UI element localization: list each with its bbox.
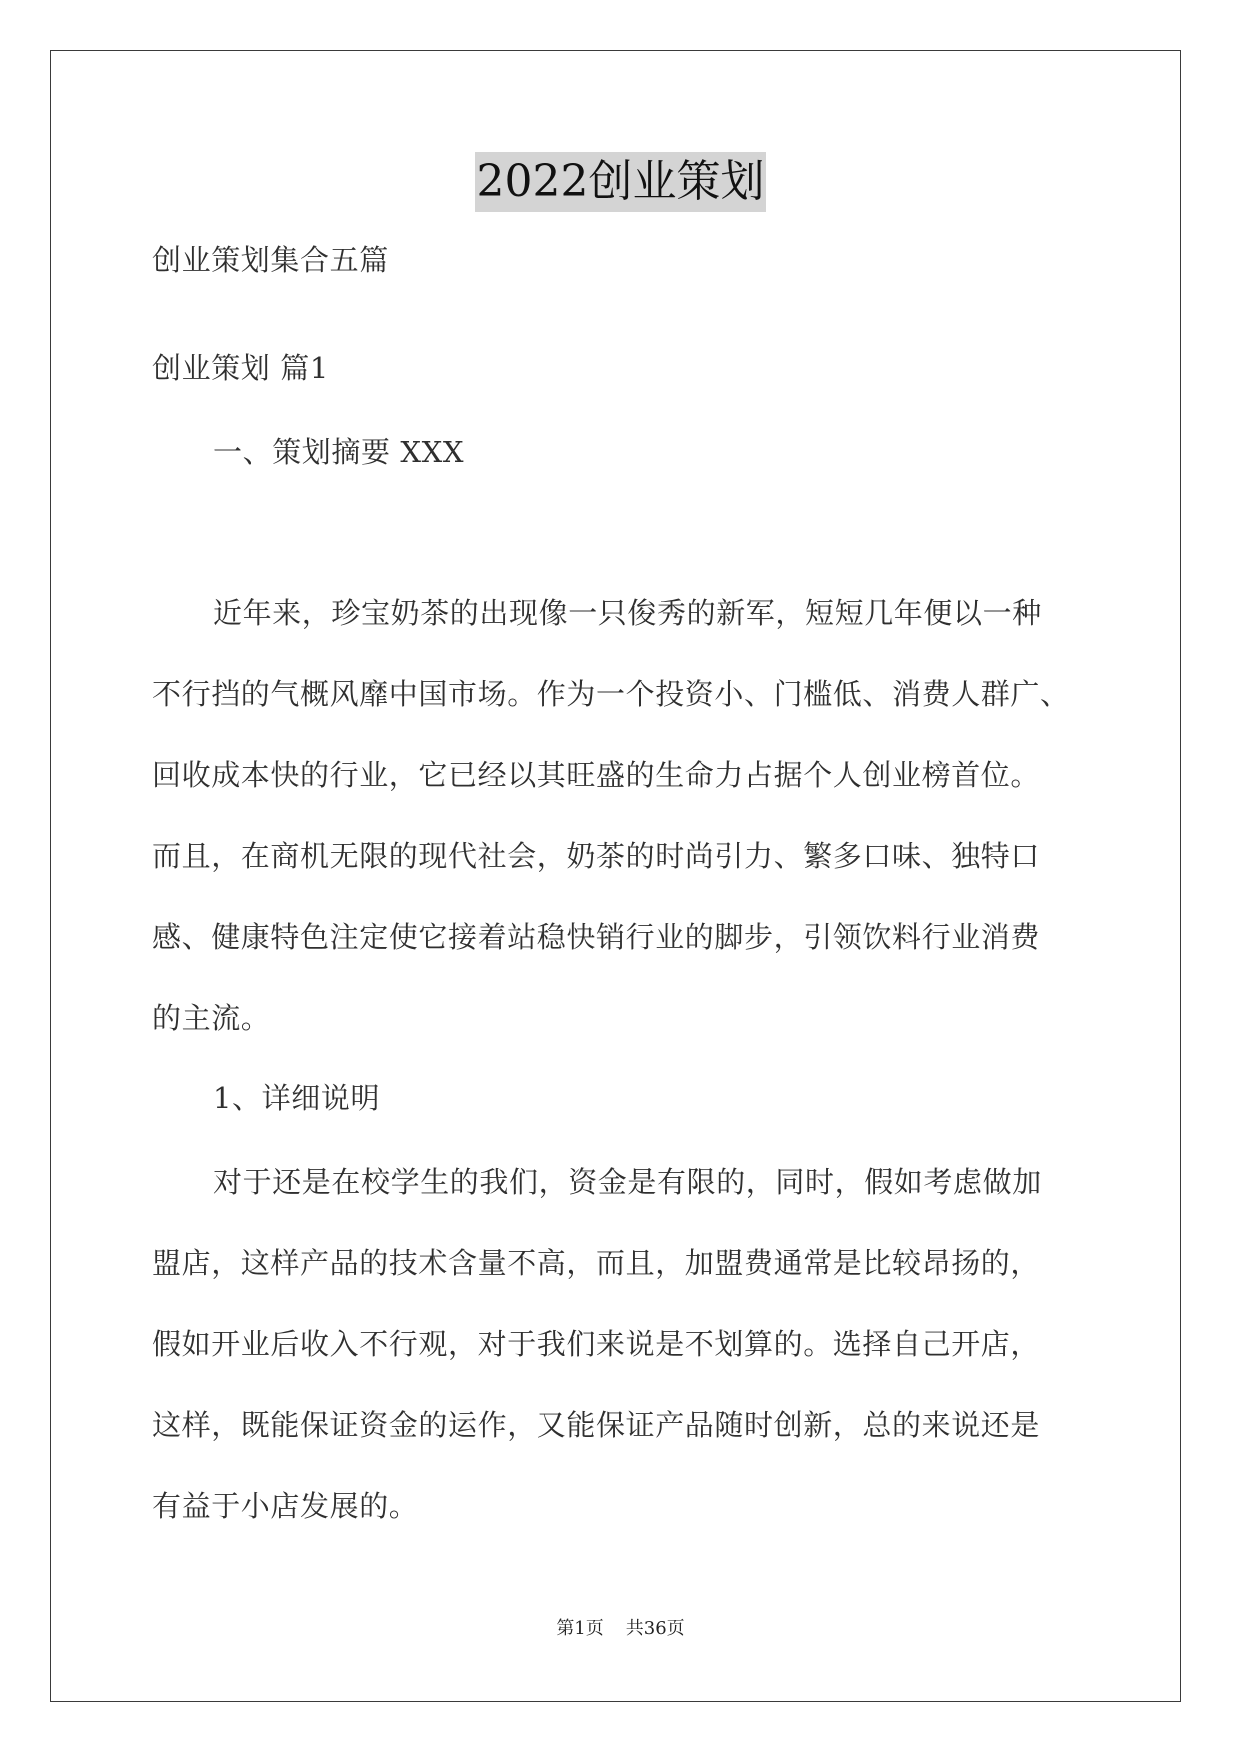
paragraph1-line: 近年来，珍宝奶茶的出现像一只俊秀的新军，短短几年便以一种 <box>213 596 1042 630</box>
paragraph1-line: 的主流。 <box>152 1001 271 1035</box>
paragraph1-line: 回收成本快的行业，它已经以其旺盛的生命力占据个人创业榜首位。 <box>152 758 1041 792</box>
page-number: 第1页 <box>556 1618 604 1639</box>
paragraph1-line: 而且，在商机无限的现代社会，奶茶的时尚引力、繁多口味、独特口 <box>152 839 1041 873</box>
paragraph2-line: 盟店，这样产品的技术含量不高，而且，加盟费通常是比较昂扬的， <box>152 1246 1041 1280</box>
paragraph1-line: 感、健康特色注定使它接着站稳快销行业的脚步，引领饮料行业消费 <box>152 920 1041 954</box>
paragraph1-line: 不行挡的气概风靡中国市场。作为一个投资小、门槛低、消费人群广、 <box>152 677 1070 711</box>
document-subtitle: 创业策划集合五篇 <box>152 243 389 277</box>
detail-heading: 1、详细说明 <box>213 1081 381 1115</box>
title-container <box>0 152 1241 212</box>
page-footer <box>0 1617 1241 1641</box>
paragraph2-line: 这样，既能保证资金的运作，又能保证产品随时创新，总的来说还是 <box>152 1408 1041 1442</box>
page-total: 共36页 <box>625 1618 685 1639</box>
paragraph2-line: 对于还是在校学生的我们，资金是有限的，同时，假如考虑做加 <box>213 1165 1042 1199</box>
page-border <box>50 50 1181 1702</box>
summary-heading: 一、策划摘要 XXX <box>213 435 465 469</box>
section-heading: 创业策划 篇1 <box>152 351 329 385</box>
paragraph2-line: 有益于小店发展的。 <box>152 1489 419 1523</box>
document-title: 2022创业策划 <box>475 152 767 212</box>
paragraph2-line: 假如开业后收入不行观，对于我们来说是不划算的。选择自己开店， <box>152 1327 1041 1361</box>
